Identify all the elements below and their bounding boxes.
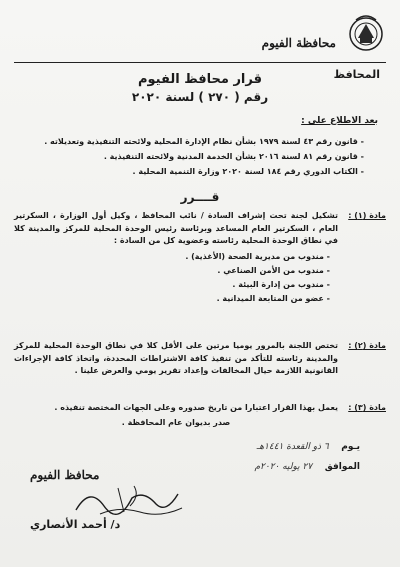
- reference-list: [24, 134, 364, 179]
- handwritten-signature-icon: [70, 476, 190, 522]
- decree-title: قرار محافظ الفيوم: [137, 72, 262, 87]
- corresponding-label: الموافق: [324, 462, 360, 472]
- signatory-name: د/ أحمد الأنصاري: [30, 518, 121, 531]
- hijri-date: ٦ ذو القعدة ١٤٤١هـ: [256, 442, 329, 452]
- gregorian-date-line: [254, 462, 360, 472]
- reference-item: - الكتاب الدوري رقم ١٨٤ لسنة ٢٠٢٠ وزارة التنمية المحلية .: [24, 164, 364, 179]
- decision-heading: قــــرر: [180, 190, 220, 204]
- committee-members: [14, 250, 330, 306]
- article-3: [14, 402, 386, 429]
- member-item: - عضو من المتابعة الميدانية .: [14, 292, 330, 306]
- header-divider: [14, 62, 386, 63]
- preamble-heading: بعد الاطلاع على :: [301, 116, 378, 126]
- issued-note: صدر بديوان عام المحافظة .: [121, 417, 231, 427]
- hijri-date-line: [257, 442, 360, 452]
- day-label: يـوم: [341, 442, 360, 452]
- article-1: [14, 210, 386, 306]
- article-label: مادة (٢) :: [348, 341, 386, 350]
- governorate-name: محافظة الفيوم: [261, 36, 336, 50]
- member-item: - مندوب من إدارة البيئة .: [14, 278, 330, 292]
- gregorian-date: ٢٧ يوليه ٢٠٢٠م: [254, 462, 313, 472]
- article-text: تشكيل لجنة تحت إشراف السادة / نائب المحافظ ، وكيل أول الوزارة ، السكرتير العام ، السكرتير العام المساعد وبرئاسة رئيس الوحدة المحلية للمركز والمدينة كلا في نطاق الوحدة المحلية رئاسته وعضوية كل من السادة :: [14, 211, 338, 245]
- article-text: تختص اللجنة بالمرور يوميا مرتين على الأقل كلا في نطاق الوحدة المحلية للمركز والمدينة رئاسته للتأكد من تنفيذ كافة الاشتراطات المحددة، واتخاذ كافة الإجراءات القانونية اللازمة حيال المخالفات وإعداد تقرير يومي والعرض علينا .: [14, 341, 338, 375]
- article-text: يعمل بهذا القرار اعتبارا من تاريخ صدوره وعلى الجهات المختصة تنفيذه .: [54, 403, 338, 412]
- decree-number: رقم ( ٢٧٠ ) لسنة ٢٠٢٠: [131, 90, 269, 104]
- article-2: [14, 340, 386, 378]
- member-item: - مندوب من مديرية الصحة (الأغذية) .: [14, 250, 330, 264]
- article-label: مادة (٣) :: [348, 403, 386, 412]
- member-item: - مندوب من الأمن الصناعي .: [14, 264, 330, 278]
- office-label: المحافظ: [333, 68, 380, 81]
- letterhead: [10, 6, 390, 64]
- signatory-title: محافظ الفيوم: [30, 468, 100, 482]
- article-label: مادة (١) :: [348, 211, 386, 220]
- reference-item: - قانون رقم ٤٣ لسنة ١٩٧٩ بشأن نظام الإدارة المحلية ولائحته التنفيذية وتعديلاته .: [24, 134, 364, 149]
- governorate-emblem-icon: [346, 12, 386, 54]
- reference-item: - قانون رقم ٨١ لسنة ٢٠١٦ بشأن الخدمة المدنية ولائحته التنفيذية .: [24, 149, 364, 164]
